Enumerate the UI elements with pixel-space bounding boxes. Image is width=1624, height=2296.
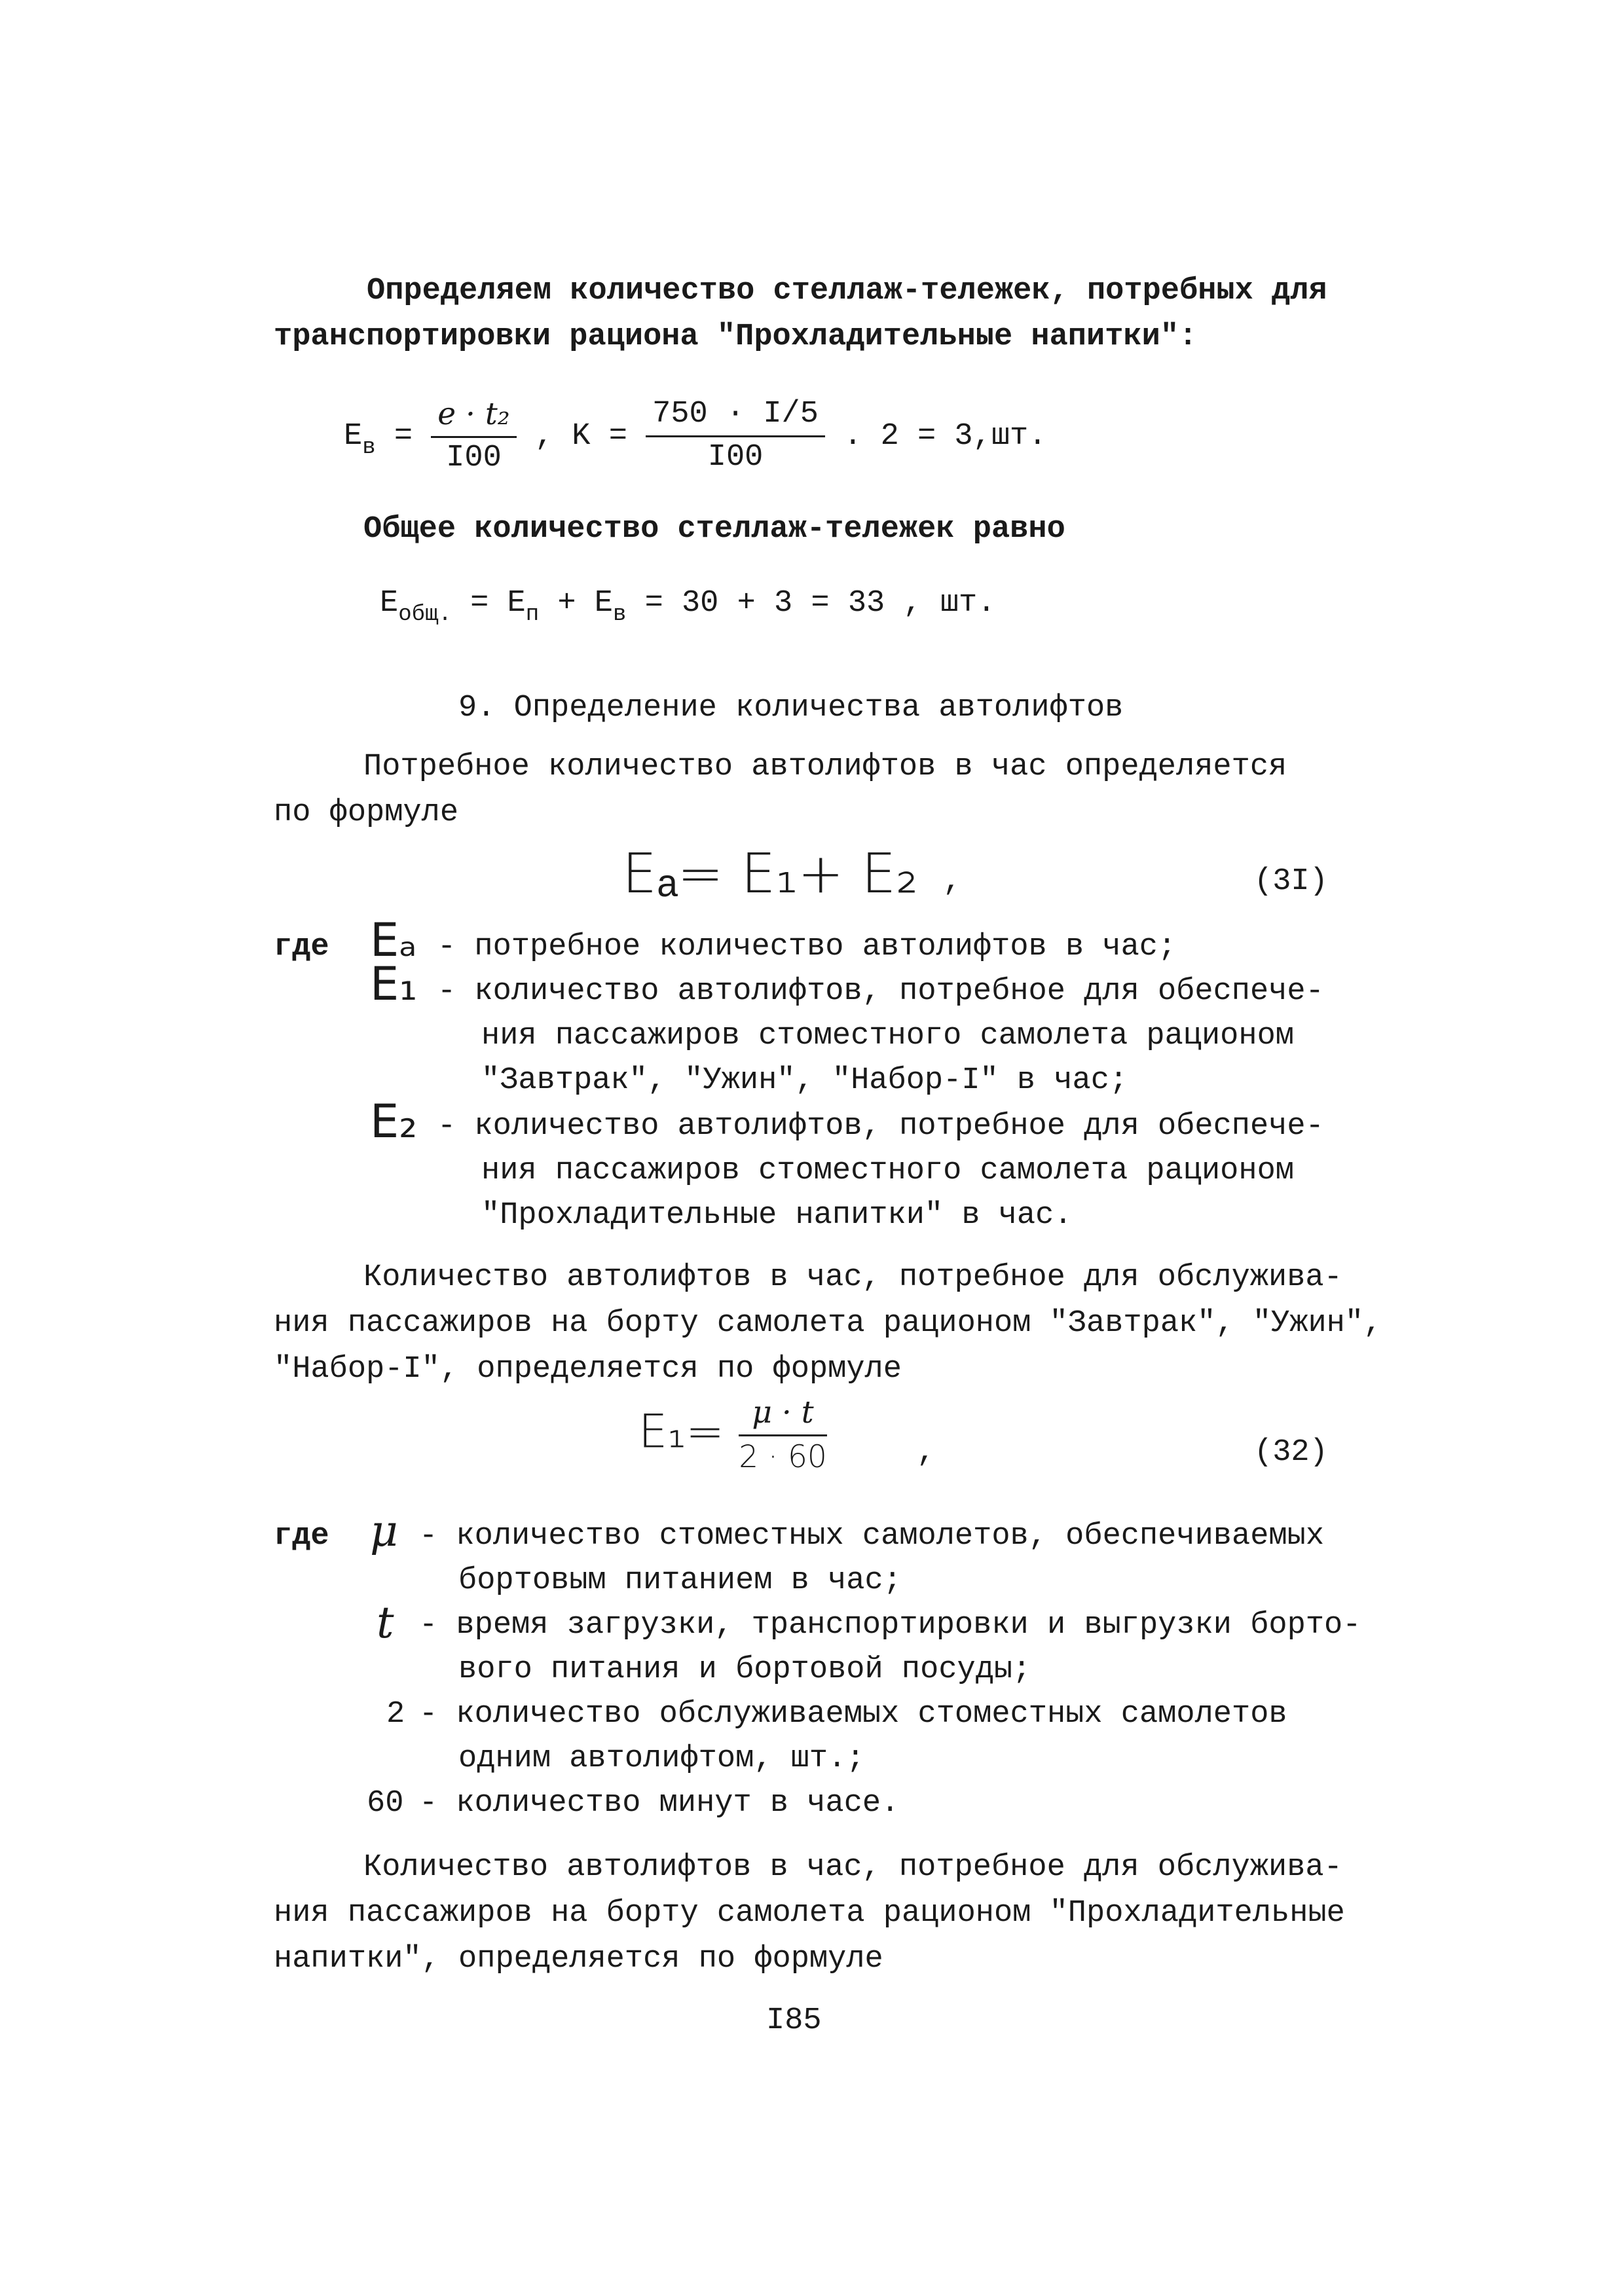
definition-symbol: E₁ — [370, 957, 418, 1011]
paragraph-line: ния пассажиров на борту самолета рационом "Прохладительные — [274, 1896, 1345, 1931]
definition-text: - количество обслуживаемых стоместных самолетов — [419, 1697, 1287, 1732]
eq-subscript: общ. — [398, 602, 452, 627]
paragraph-line: напитки", определяется по формуле — [274, 1942, 883, 1977]
eq-subscript: в — [612, 602, 627, 627]
definition-symbol: μ — [370, 1506, 398, 1556]
definition-text: бортовым питанием в час; — [458, 1563, 902, 1598]
eq-subscript: в — [362, 435, 376, 460]
where-label: где — [274, 930, 329, 964]
paragraph-line: Общее количество стеллаж-тележек равно — [363, 512, 1065, 547]
formula-comma: , — [943, 864, 962, 899]
definition-text: - потребное количество автолифтов в час; — [437, 930, 1177, 964]
formula-comma: , — [917, 1435, 936, 1470]
fraction-denominator: 2 · 60 — [739, 1439, 827, 1475]
eq-part: = 30 + 3 = 33 , шт. — [644, 586, 996, 621]
eq-tail: . 2 = 3,шт. — [843, 418, 1047, 454]
definition-text: вого питания и бортовой посуды; — [458, 1652, 1031, 1687]
definition-symbol: t — [377, 1597, 394, 1648]
formula-lhs: E₁= — [638, 1404, 724, 1459]
fraction-denominator: I00 — [446, 441, 502, 475]
definition-symbol: Eₐ — [370, 913, 417, 967]
eq-subscript: п — [525, 602, 540, 627]
eq-symbol: E — [380, 586, 399, 621]
fraction-numerator: e · t₂ — [431, 396, 516, 438]
equation-total — [380, 586, 996, 627]
definition-symbol: 60 — [367, 1786, 404, 1821]
page-number: I85 — [766, 2003, 822, 2038]
paragraph-line: Количество автолифтов в час, потребное для обслужива- — [363, 1260, 1342, 1295]
paragraph-line: Определяем количество стеллаж-тележек, потребных для — [367, 274, 1327, 308]
paragraph-line: Количество автолифтов в час, потребное для обслужива- — [363, 1850, 1342, 1885]
definition-text: - время загрузки, транспортировки и выгрузки борто- — [419, 1608, 1361, 1643]
fraction — [739, 1394, 827, 1475]
definition-text: "Завтрак", "Ужин", "Набор-I" в час; — [481, 1063, 1128, 1098]
definition-text: "Прохладительные напитки" в час. — [481, 1198, 1073, 1233]
definition-text: - количество автолифтов, потребное для обеспече- — [437, 974, 1324, 1009]
equation-eb — [344, 396, 1046, 475]
equation-number: (3I) — [1254, 864, 1328, 899]
fraction-numerator: 750 · I/5 — [646, 397, 825, 437]
paragraph-line: по формуле — [274, 795, 459, 830]
eq-symbol: E — [344, 418, 363, 454]
paragraph-line: транспортировки рациона "Прохладительные напитки": — [274, 319, 1198, 354]
equation-number: (32) — [1254, 1435, 1328, 1470]
definition-text: - количество минут в часе. — [419, 1786, 900, 1821]
definition-text: одним автолифтом, шт.; — [458, 1741, 865, 1776]
fraction — [431, 396, 516, 475]
formula-31: Eₐ= E₁+ E₂ — [622, 841, 918, 905]
eq-part: + E — [557, 586, 613, 621]
fraction-denominator: I00 — [707, 440, 764, 475]
paragraph-line: "Набор-I", определяется по формуле — [274, 1352, 902, 1387]
eq-part: = E — [470, 586, 526, 621]
definition-symbol: E₂ — [370, 1095, 418, 1148]
paragraph-line: Потребное количество автолифтов в час определяется — [363, 750, 1287, 784]
definition-text: ния пассажиров стоместного самолета рационом — [481, 1154, 1295, 1188]
definition-text: - количество стоместных самолетов, обеспечиваемых — [419, 1519, 1325, 1554]
where-label: где — [274, 1519, 329, 1554]
definition-symbol: 2 — [386, 1697, 405, 1732]
eq-sign: = — [394, 418, 413, 454]
paragraph-line: ния пассажиров на борту самолета рационом "Завтрак", "Ужин", — [274, 1306, 1382, 1341]
section-heading: 9. Определение количества автолифтов — [458, 691, 1124, 725]
formula-32 — [638, 1394, 827, 1475]
fraction — [646, 397, 825, 475]
definition-text: - количество автолифтов, потребное для обеспече- — [437, 1109, 1324, 1144]
fraction-numerator: μ · t — [739, 1394, 827, 1436]
definition-text: ния пассажиров стоместного самолета рационом — [481, 1019, 1295, 1053]
eq-separator: , K = — [534, 418, 627, 454]
